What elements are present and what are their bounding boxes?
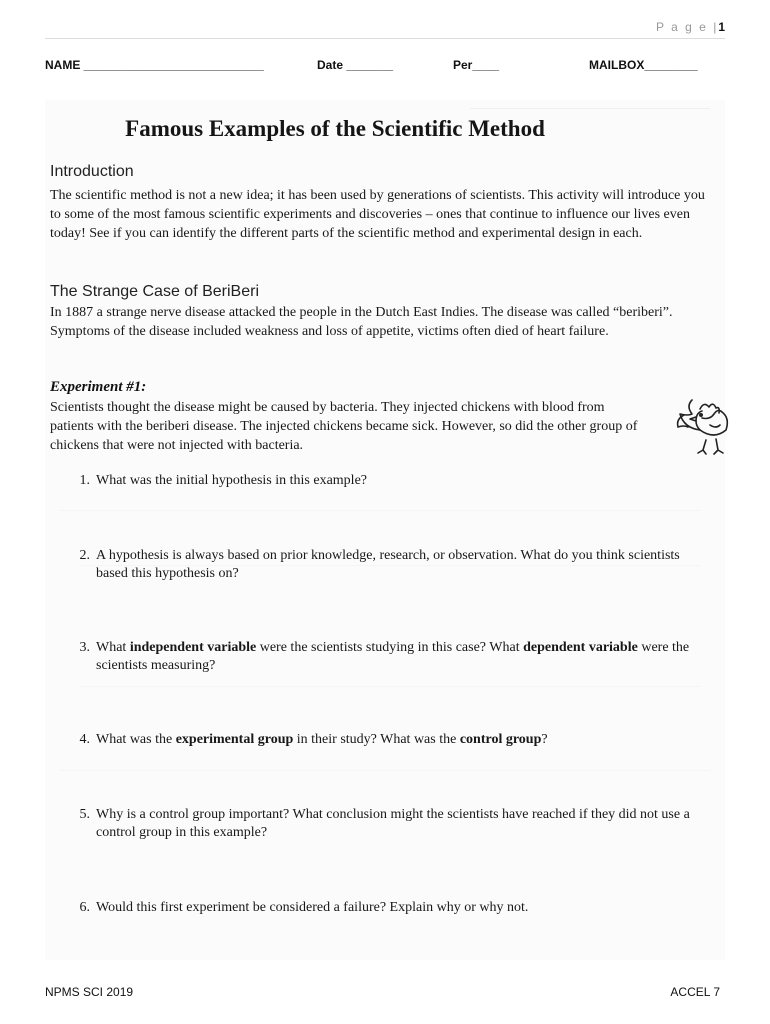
- footer-right: ACCEL 7: [670, 985, 720, 999]
- name-field[interactable]: NAME ___________________________: [45, 58, 264, 72]
- mailbox-field[interactable]: MAILBOX________: [589, 58, 698, 72]
- control-group-term: control group: [459, 732, 542, 747]
- experimental-group-term: experimental group: [175, 732, 294, 747]
- introduction-text: The scientific method is not a new idea; it has been used by generations of scientists. This activity will introduce you to some of the most famous scientific experiments and discoveries – ones that continue to influence our lives even today! See if you can identify the different parts of the scientific method and experimental design in each.: [50, 188, 705, 241]
- dependent-variable-term: dependent variable: [523, 640, 638, 655]
- page-header: [656, 20, 725, 34]
- experiment-text: Scientists thought the disease might be caused by bacteria. They injected chickens with blood from patients with the beriberi disease. The injected chickens became sick. However, so did the other group of chickens that were not injected with bacteria.: [50, 400, 638, 453]
- introduction-heading: Introduction: [50, 163, 134, 180]
- page-label: P a g e: [656, 20, 708, 34]
- worksheet-title: Famous Examples of the Scientific Method: [125, 116, 545, 141]
- footer-left: NPMS SCI 2019: [45, 985, 134, 999]
- case-text: In 1887 a strange nerve disease attacked the people in the Dutch East Indies. The disease was called “beriberi”. Symptoms of the disease included weakness and loss of appetite, victims often died of heart failure.: [50, 305, 673, 339]
- case-heading: The Strange Case of BeriBeri: [50, 283, 259, 300]
- experiment-heading: Experiment #1:: [50, 379, 147, 395]
- student-info-row: [45, 58, 725, 74]
- period-field[interactable]: Per____: [453, 58, 500, 72]
- page-separator: |: [713, 20, 719, 34]
- date-field[interactable]: Date _______: [317, 58, 394, 72]
- page-number: 1: [718, 20, 725, 34]
- header-rule: [45, 38, 725, 39]
- chicken-icon: [670, 395, 736, 465]
- independent-variable-term: independent variable: [129, 640, 257, 655]
